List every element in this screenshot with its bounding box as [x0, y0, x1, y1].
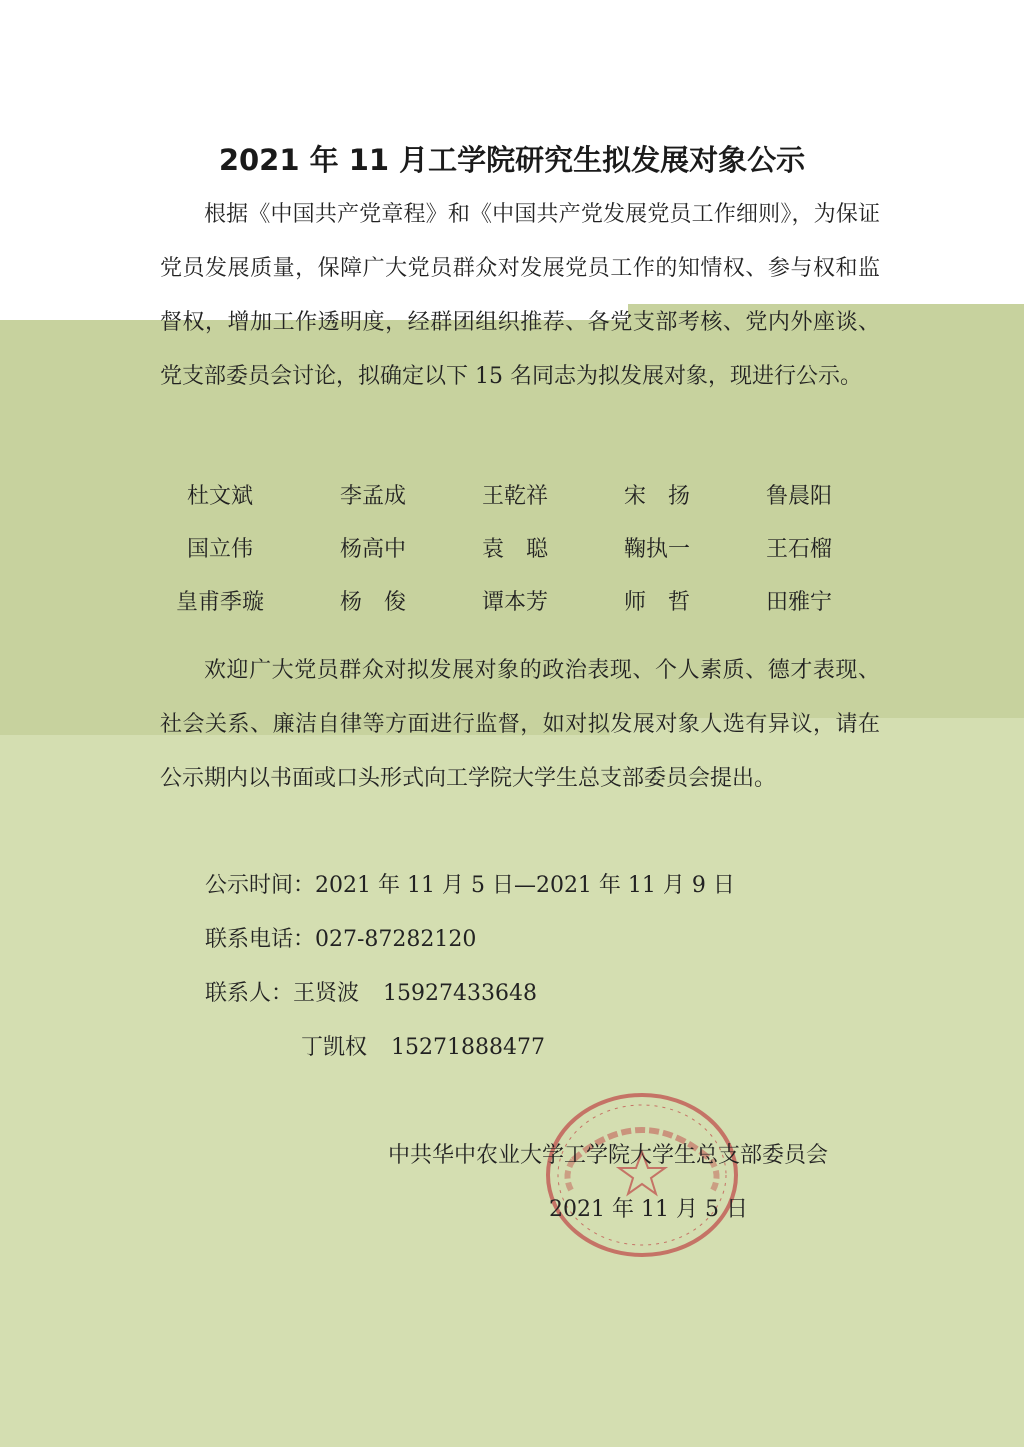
candidate-name: 谭本芳 [481, 590, 548, 615]
candidate-name: 师 哲 [623, 590, 690, 615]
candidate-name: 国立伟 [186, 537, 253, 562]
contact-name: 王贤波 [293, 981, 360, 1006]
contact-person-row [205, 974, 537, 1014]
supervision-paragraph: 欢迎广大党员群众对拟发展对象的政治表现、个人素质、德才表现、社会关系、廉洁自律等方面进行监督，如对拟发展对象人选有异议，请在公示期内以书面或口头形式向工学院大学生总支部委员会提出。 [160, 658, 880, 791]
candidate-name: 杨高中 [339, 537, 406, 562]
contact-person-row [301, 1028, 545, 1068]
name-row [160, 576, 880, 629]
issue-date: 2021 年 11 月 5 日 [549, 1197, 748, 1222]
candidate-name: 李孟成 [339, 484, 406, 509]
contact-mobile: 15271888477 [391, 1035, 545, 1060]
candidate-name: 宋 扬 [623, 484, 690, 509]
contact-phone: 联系电话：027-87282120 [205, 927, 477, 952]
contact-mobile: 15927433648 [383, 981, 537, 1006]
contact-label: 联系人： [205, 981, 294, 1006]
candidate-name: 田雅宁 [765, 590, 832, 615]
candidate-name: 王乾祥 [481, 484, 548, 509]
issuing-organization: 中共华中农业大学工学院大学生总支部委员会 [388, 1143, 829, 1168]
candidate-name: 袁 聪 [481, 537, 548, 562]
candidate-name: 鲁晨阳 [765, 484, 832, 509]
contact-name: 丁凯权 [301, 1035, 368, 1060]
name-row [160, 470, 880, 523]
name-row [160, 523, 880, 576]
candidate-name: 王石榴 [765, 537, 832, 562]
candidate-name: 杜文斌 [186, 484, 253, 509]
candidate-name-grid [160, 470, 880, 629]
intro-paragraph: 根据《中国共产党章程》和《中国共产党发展党员工作细则》，为保证党员发展质量，保障广大党员群众对发展党员工作的知情权、参与权和监督权，增加工作透明度，经群团组织推荐、各党支部考核、党内外座谈、党支部委员会讨论，拟确定以下 15 名同志为拟发展对象，现进行公示。 [160, 202, 880, 389]
notice-period: 公示时间：2021 年 11 月 5 日—2021 年 11 月 9 日 [205, 873, 735, 898]
candidate-name: 鞠执一 [623, 537, 690, 562]
candidate-name: 杨 俊 [339, 590, 406, 615]
document-title: 2021 年 11 月工学院研究生拟发展对象公示 [218, 143, 806, 177]
candidate-name: 皇甫季璇 [175, 590, 264, 615]
